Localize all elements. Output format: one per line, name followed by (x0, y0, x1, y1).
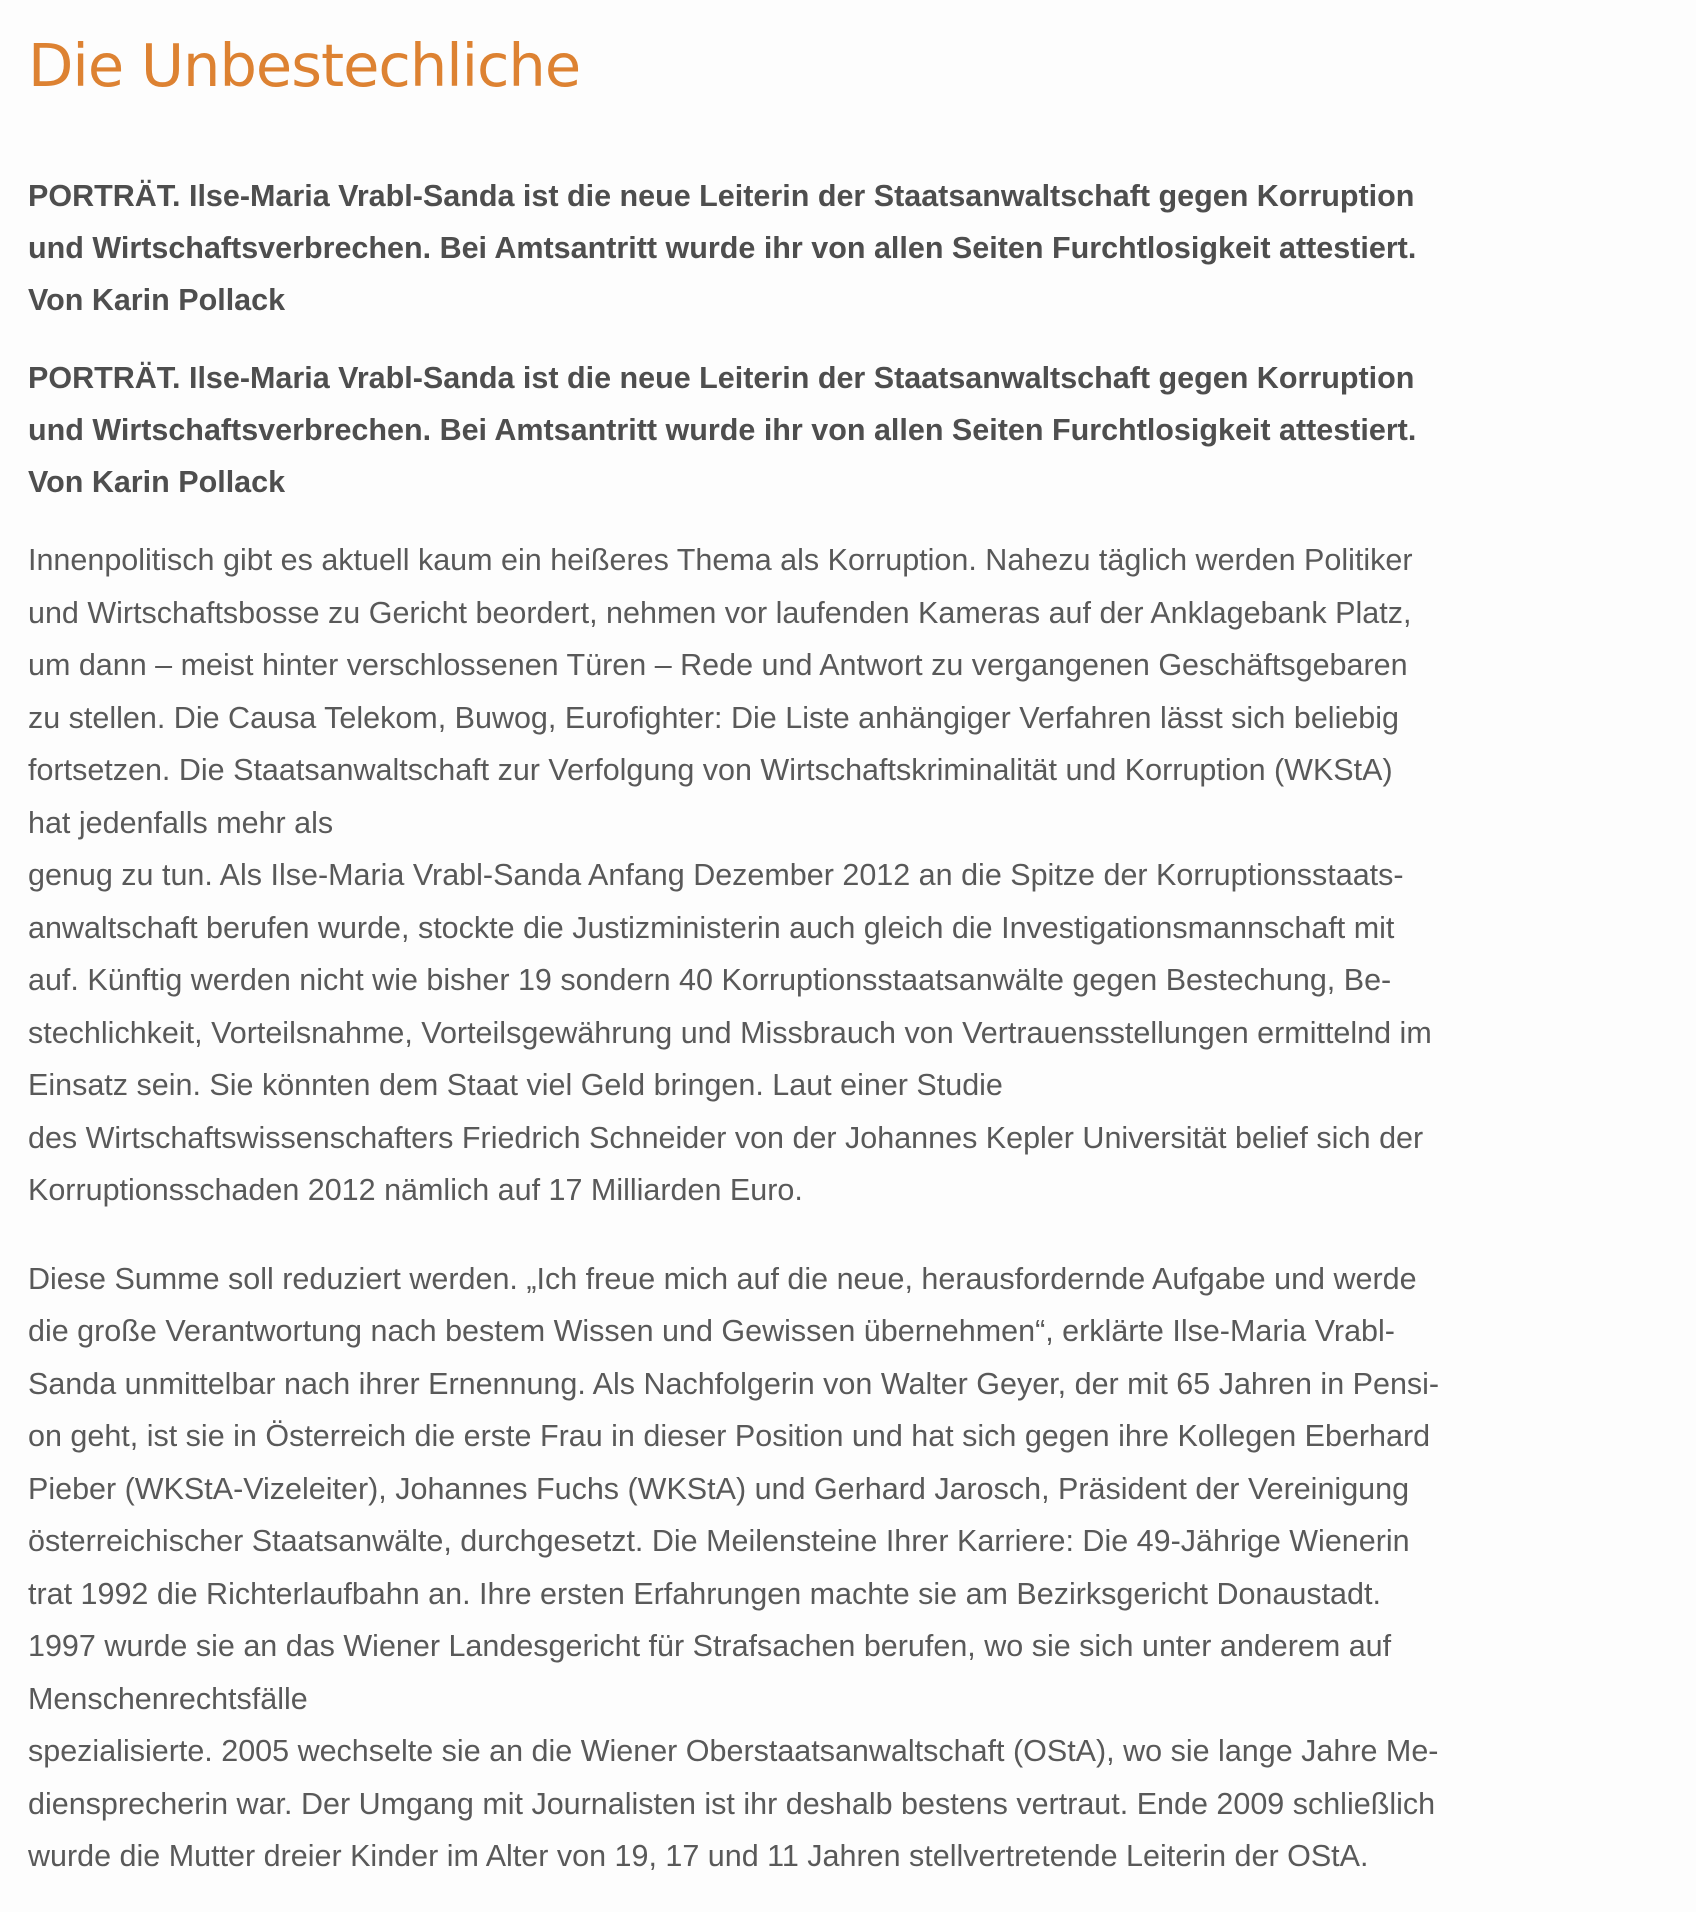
text-line: Korruptionsschaden 2012 nämlich auf 17 Milliarden Euro. (28, 1173, 803, 1207)
text-line: Pieber (WKStA-Vizeleiter), Johannes Fuchs (WKStA) und Gerhard Jarosch, Präsident der Vereinigung (28, 1471, 1410, 1506)
body-paragraph-1 (28, 534, 1648, 1217)
text-line: Sanda unmittelbar nach ihrer Ernennung. Als Nachfolgerin von Walter Geyer, der mit 65 Jahren in Pensi- (28, 1366, 1440, 1401)
author-byline: Von Karin Pollack (28, 283, 286, 317)
text-line: Einsatz sein. Sie könnten dem Staat viel Geld bringen. Laut einer Studie (28, 1068, 1003, 1102)
text-line: auf. Künftig werden nicht wie bisher 19 sondern 40 Korruptionsstaatsanwälte gegen Bestechung, Be- (28, 963, 1392, 997)
article-title: Die Unbestechliche (28, 31, 581, 100)
article-lead-duplicate (28, 352, 1648, 508)
text-line: spezialisierte. 2005 wechselte sie an die Wiener Oberstaatsanwaltschaft (OStA), wo sie lange Jahre Me- (28, 1734, 1439, 1768)
text-line: hat jedenfalls mehr als (28, 805, 334, 840)
text-line: wurde die Mutter dreier Kinder im Alter von 19, 17 und 11 Jahren stellvertretende Leiterin der OStA. (28, 1839, 1369, 1873)
text-line: Innenpolitisch gibt es aktuell kaum ein heißeres Thema als Korruption. Nahezu täglich werden Politiker (28, 543, 1413, 577)
text-line: des Wirtschaftswissenschafters Friedrich Schneider von der Johannes Kepler Universität belief sich der (28, 1120, 1424, 1155)
text-line: fortsetzen. Die Staatsanwaltschaft zur Verfolgung von Wirtschaftskriminalität und Korruption (WKStA) (28, 753, 1393, 787)
text-line: on geht, ist sie in Österreich die erste Frau in dieser Position und hat sich gegen ihre Kollegen Eberhard (28, 1419, 1431, 1453)
author-byline: Von Karin Pollack (28, 465, 286, 499)
lead-line: PORTRÄT. Ilse-Maria Vrabl-Sanda ist die neue Leiterin der Staatsanwaltschaft gegen Korruption (28, 179, 1415, 213)
text-line: trat 1992 die Richterlaufbahn an. Ihre ersten Erfahrungen machte sie am Bezirksgericht Donaustadt. (28, 1576, 1381, 1611)
text-line: diensprecherin war. Der Umgang mit Journalisten ist ihr deshalb bestens vertraut. Ende 2009 schließlich (28, 1786, 1436, 1821)
text-line: Diese Summe soll reduziert werden. „Ich freue mich auf die neue, herausfordernde Aufgabe und werde (28, 1261, 1417, 1296)
text-line: genug zu tun. Als Ilse-Maria Vrabl-Sanda Anfang Dezember 2012 an die Spitze der Korruptionsstaats- (28, 858, 1404, 892)
text-line: stechlichkeit, Vorteilsnahme, Vorteilsgewährung und Missbrauch von Vertrauensstellungen ermittelnd im (28, 1015, 1432, 1050)
lead-line: PORTRÄT. Ilse-Maria Vrabl-Sanda ist die neue Leiterin der Staatsanwaltschaft gegen Korruption (28, 361, 1415, 395)
lead-line: und Wirtschaftsverbrechen. Bei Amtsantritt wurde ihr von allen Seiten Furchtlosigkeit attestiert. (28, 413, 1417, 447)
text-line: Menschenrechtsfälle (28, 1681, 308, 1716)
text-line: österreichischer Staatsanwälte, durchgesetzt. Die Meilensteine Ihrer Karriere: Die 49-Jährige Wienerin (28, 1524, 1410, 1558)
text-line: die große Verantwortung nach bestem Wissen und Gewissen übernehmen“, erklärte Ilse-Maria Vrabl- (28, 1314, 1395, 1348)
article (28, 0, 1648, 1883)
article-lead (28, 170, 1648, 326)
text-line: und Wirtschaftsbosse zu Gericht beordert, nehmen vor laufenden Kameras auf der Anklagebank Platz, (28, 595, 1412, 630)
text-line: anwaltschaft berufen wurde, stockte die Justizministerin auch gleich die Investigationsmannschaft mit (28, 910, 1395, 945)
text-line: 1997 wurde sie an das Wiener Landesgericht für Strafsachen berufen, wo sie sich unter anderem auf (28, 1629, 1392, 1663)
text-line: zu stellen. Die Causa Telekom, Buwog, Eurofighter: Die Liste anhängiger Verfahren lässt sich beliebig (28, 700, 1400, 735)
body-paragraph-2 (28, 1253, 1648, 1883)
lead-line: und Wirtschaftsverbrechen. Bei Amtsantritt wurde ihr von allen Seiten Furchtlosigkeit attestiert. (28, 231, 1417, 265)
text-line: um dann – meist hinter verschlossenen Türen – Rede und Antwort zu vergangenen Geschäftsgebaren (28, 648, 1408, 682)
